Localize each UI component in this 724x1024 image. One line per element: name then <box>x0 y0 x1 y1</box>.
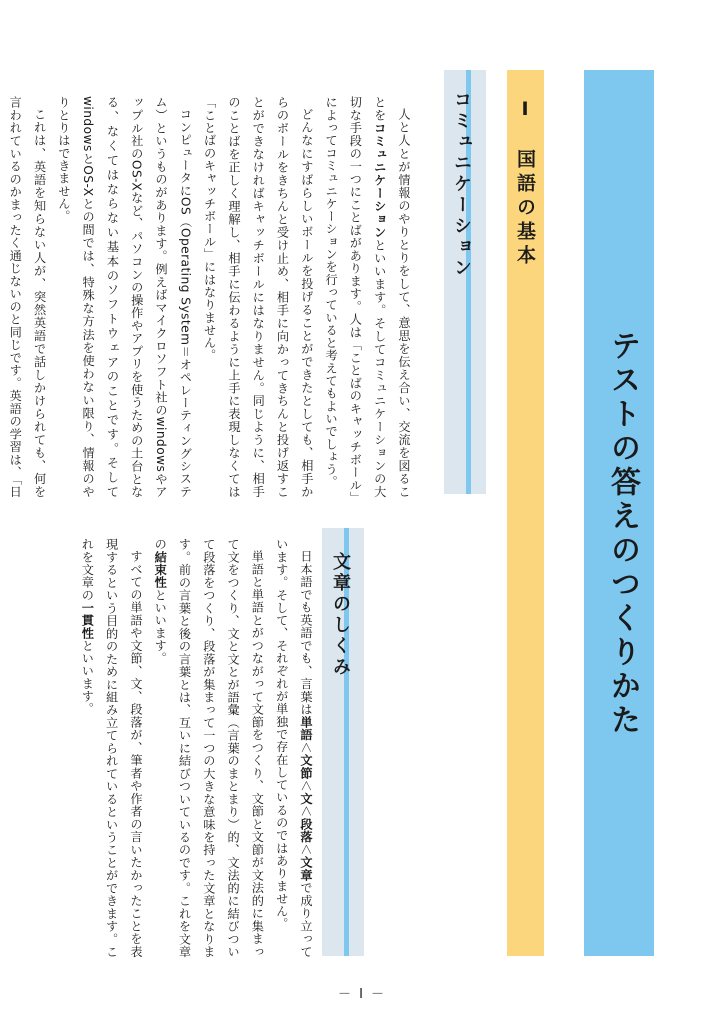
paragraph <box>269 538 318 958</box>
keyword: 結束性 <box>153 550 168 589</box>
keyword: 文節 <box>299 754 313 780</box>
paragraph <box>75 538 148 958</box>
text-run: ＜ <box>299 779 313 793</box>
keyword: 文 <box>299 792 313 806</box>
section-title-communication: コミュニケーション <box>451 90 472 279</box>
text-run: といいます。そしてコミュニケーションの大切な手段の一つにことばがあります。人は「ことばのキャッチボール」によってコミュニケーションを行っていると考えてもよいでしょう。 <box>324 96 387 499</box>
keyword: 段落 <box>299 817 313 844</box>
text-run: で成り立っています。そして、それぞれが単独で存在しているのではありません。 <box>274 538 313 958</box>
text-run: ＜ <box>299 805 313 818</box>
paragraph <box>319 96 416 498</box>
paragraph: どんなにすばらしいボールを投げることができたとしても、相手からのボールをきちんと受け止め、相手に向かってきちんと投げ返すことができなければキャッチボールにはなりません。同じように、相手のことばを正しく理解し、相手に伝わるように上手に表現しなくては「ことばのキャッチボール」にはなりません。 <box>202 96 314 498</box>
keyword: コミュニケーション <box>372 121 387 239</box>
text-run: といいます。 <box>153 588 168 665</box>
section-title-text-structure: 文章のしくみ <box>330 552 351 678</box>
text-run: 単語と単語とがつながって文節をつくり、文節と文節が文法的に集まって文をつくり、文と文とが語彙（言葉のまとまり）的、文法的に結びついて段落をつくり、段落が集まって一つの大きな意味を持った文章となります。前の言葉と後の言葉とは、互いに結びついているのです。これを文章の <box>153 538 265 958</box>
section2-body <box>75 538 318 958</box>
paragraph: コンピュータにOS（Operating System＝オペレーティングシステム）というものがあります。例えばマイクロソフト社のwindowsやアップル社のOS-Xなど、パソコンの操作やアプリを使うための土台となる、なくてはならない基本のソフトウェアのことです。そしてwindowsとOS-Xとの間では、特殊な方法を使わない限り、情報のやりとりはできません。 <box>56 96 193 498</box>
text-run: 日本語でも英語でも、言葉は <box>299 550 313 716</box>
keyword: 一貫性 <box>80 601 95 640</box>
page-title: テストの答えのつくりかた <box>605 330 640 738</box>
keyword: 単語 <box>299 715 313 742</box>
section1-body <box>0 96 416 498</box>
page-number: － Ⅰ － <box>337 987 387 1002</box>
text-run: といいます。 <box>80 639 95 716</box>
text-run: すべての単語や文節、文、段落が、筆者や作者の言いたかったことを表現するという目的のために組み立てられているということができます。これを文章の <box>80 538 143 958</box>
keyword: 文章 <box>299 855 313 882</box>
paragraph <box>148 538 269 958</box>
paragraph: これは、英語を知らない人が、突然英語で話しかけられても、何を言われているのかまったく通じないのと同じです。英語の学習は、「日 <box>8 96 47 498</box>
text-run: ＜ <box>299 843 313 856</box>
text-run: 人と人とが情報のやりとりをして、意思を伝え合い、交流を図ることを <box>372 96 411 498</box>
text-run: ＜ <box>299 741 313 755</box>
chapter-title: Ⅰ 国語の基本 <box>514 98 536 269</box>
